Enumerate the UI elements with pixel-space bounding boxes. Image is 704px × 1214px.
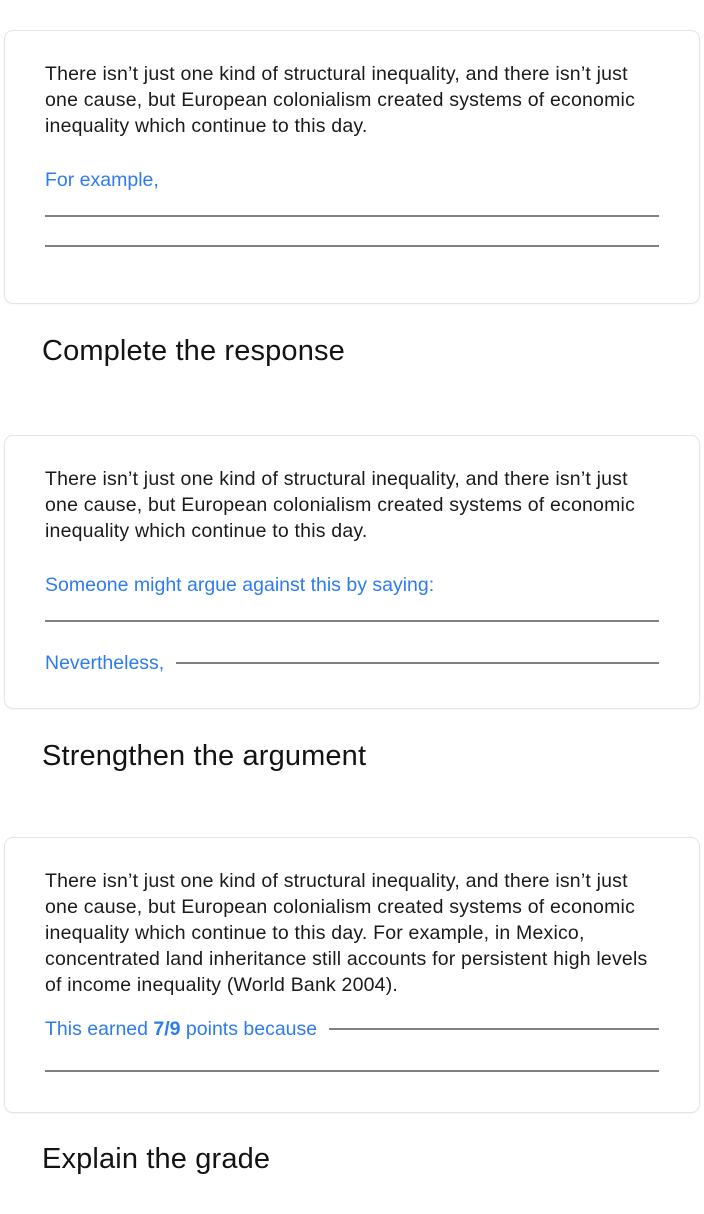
grade-stem-prefix: This earned xyxy=(45,1018,154,1040)
passage-text: There isn’t just one kind of structural inequality, and there isn’t just one cause, but European colonialism created systems of economic inequality which continue to this day. xyxy=(45,63,636,137)
sentence-stem: Someone might argue against this by saying: xyxy=(45,574,435,596)
second-stem-row xyxy=(45,650,659,676)
answer-line-2[interactable] xyxy=(45,1070,659,1072)
spacer xyxy=(45,544,659,572)
answer-line-2[interactable] xyxy=(176,662,659,664)
sentence-stem: For example, xyxy=(45,169,159,191)
passage-text: There isn’t just one kind of structural inequality, and there isn’t just one cause, but European colonialism created systems of economic inequality which continue to this day. For example, in Mexico, concentrated land inheritance still accounts for persistent high levels of income inequality (World Bank 2004). xyxy=(45,870,648,996)
answer-line-2[interactable] xyxy=(45,245,659,247)
card-body xyxy=(5,31,699,271)
card-body xyxy=(5,838,699,1096)
spacer xyxy=(45,139,659,167)
spacer xyxy=(45,217,659,245)
exercise-card-strengthen-the-argument xyxy=(4,435,700,709)
card-body xyxy=(5,436,699,700)
spacer xyxy=(45,193,659,215)
section-heading-explain-the-grade: Explain the grade xyxy=(42,1143,271,1175)
passage-text: There isn’t just one kind of structural inequality, and there isn’t just one cause, but European colonialism created systems of economic inequality which continue to this day. xyxy=(45,468,636,542)
exercise-card-explain-the-grade xyxy=(4,837,700,1113)
grade-stem-suffix: points because xyxy=(180,1018,318,1040)
grade-stem xyxy=(45,1016,317,1042)
second-sentence-stem: Nevertheless, xyxy=(45,652,165,674)
answer-line-1[interactable] xyxy=(329,1028,659,1030)
section-heading-strengthen-the-argument: Strengthen the argument xyxy=(42,740,367,772)
spacer xyxy=(45,598,659,620)
section-heading-complete-the-response: Complete the response xyxy=(42,335,345,367)
spacer xyxy=(45,998,659,1016)
spacer xyxy=(45,1042,659,1070)
grade-stem-row xyxy=(45,1016,659,1042)
grade-score: 7/9 xyxy=(153,1018,181,1040)
spacer xyxy=(45,622,659,650)
exercise-card-complete-the-response xyxy=(4,30,700,304)
